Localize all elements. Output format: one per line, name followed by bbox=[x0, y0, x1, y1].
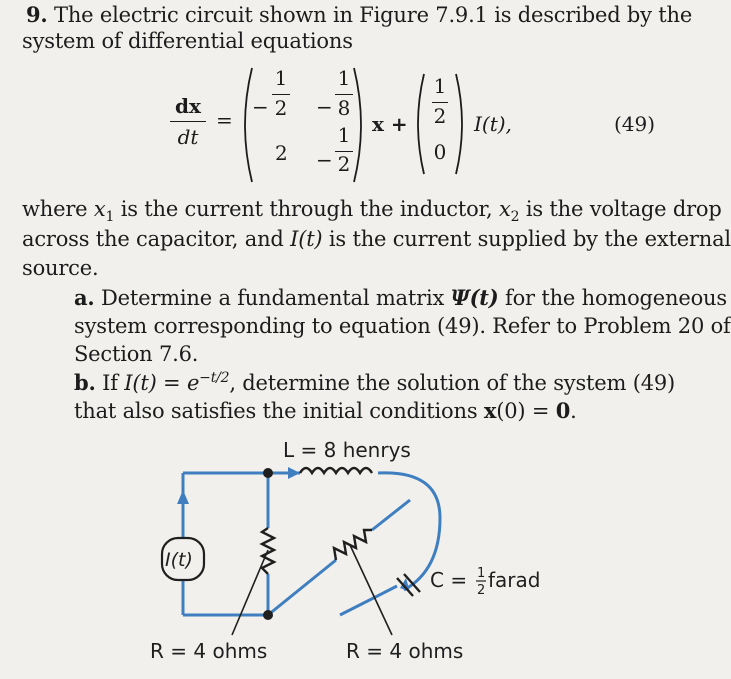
capacitor bbox=[397, 574, 420, 596]
v1-numerator: 1 bbox=[433, 74, 447, 98]
where-x1: x bbox=[93, 197, 106, 221]
vector-left-paren bbox=[410, 72, 428, 176]
m21: 2 bbox=[275, 141, 288, 165]
capacitor-label-prefix: C = bbox=[430, 568, 468, 592]
equation-number: (49) bbox=[614, 112, 656, 136]
capacitor-denominator: 2 bbox=[477, 583, 486, 598]
lhs-numerator: dx bbox=[175, 94, 201, 118]
leader-left bbox=[232, 550, 268, 635]
v1-denominator: 2 bbox=[433, 104, 447, 128]
where-line3: source. bbox=[22, 256, 99, 280]
part-b-line1 bbox=[74, 370, 675, 395]
capacitor-unit: farad bbox=[488, 568, 541, 592]
problem-number: 9. bbox=[26, 2, 48, 27]
where-text-a: where bbox=[22, 197, 94, 221]
part-b-zero: 0 bbox=[555, 398, 571, 423]
resistor-left-label: R = 4 ohms bbox=[150, 639, 268, 663]
m22-sign: − bbox=[316, 148, 333, 172]
part-a-line3: Section 7.6. bbox=[74, 342, 199, 366]
vector-right-paren bbox=[452, 72, 470, 176]
lhs-fraction-bar bbox=[170, 121, 206, 122]
where-x2: x bbox=[499, 197, 511, 221]
m22-numerator: 1 bbox=[337, 123, 351, 147]
lhs-denominator: dt bbox=[177, 125, 199, 149]
part-b-x0-arg: (0) = bbox=[496, 399, 556, 423]
where-x2-subscript: 2 bbox=[510, 209, 520, 226]
part-a-line2: system corresponding to equation (49). Refer to Problem 20 of bbox=[74, 314, 731, 338]
where-x1-subscript: 1 bbox=[105, 209, 115, 226]
where-line2-text: across the capacitor, and bbox=[22, 227, 291, 251]
m12-numerator: 1 bbox=[337, 66, 351, 90]
source-term: I(t), bbox=[474, 112, 512, 136]
part-b-equals: = bbox=[156, 371, 187, 395]
part-b-It: I(t) bbox=[124, 371, 157, 395]
circuit-wires bbox=[183, 473, 440, 615]
where-text-c: is the voltage drop bbox=[519, 197, 722, 221]
part-b-exponent: −t/2 bbox=[199, 370, 230, 386]
current-arrow-left bbox=[177, 490, 189, 504]
v2: 0 bbox=[433, 140, 447, 164]
equals-sign: = bbox=[216, 108, 233, 132]
part-a-psi: Ψ(t) bbox=[450, 285, 499, 310]
diag-wire-upper bbox=[372, 500, 410, 530]
capacitor-label bbox=[430, 568, 467, 592]
where-line1 bbox=[22, 197, 722, 225]
problem-intro-line2: system of differential equations bbox=[22, 29, 353, 53]
intro-text-1: The electric circuit shown in Figure 7.9.1 is described by the bbox=[54, 3, 693, 27]
m22-denominator: 2 bbox=[337, 152, 351, 176]
inductor-label: L = 8 henrys bbox=[283, 438, 411, 462]
part-a-text: Determine a fundamental matrix bbox=[101, 286, 451, 310]
capacitor-wire bbox=[340, 586, 397, 615]
m11-numerator: 1 bbox=[274, 66, 288, 90]
part-a-text-b: for the homogeneous bbox=[498, 286, 727, 310]
problem-intro-line1 bbox=[26, 2, 692, 27]
part-b-period: . bbox=[570, 399, 577, 423]
resistor-right bbox=[334, 530, 372, 560]
part-b-text-2: that also satisfies the initial conditions bbox=[74, 399, 484, 423]
part-b-exp-base: e bbox=[186, 371, 200, 395]
m11-denominator: 2 bbox=[274, 96, 288, 120]
where-line2 bbox=[22, 227, 731, 251]
x-plus: x + bbox=[372, 112, 408, 136]
where-It: I(t) bbox=[290, 227, 323, 251]
current-arrow-top bbox=[288, 467, 300, 479]
leader-right bbox=[350, 545, 392, 635]
node-top bbox=[263, 468, 273, 478]
resistor-right-label: R = 4 ohms bbox=[346, 639, 464, 663]
matrix-left-paren bbox=[236, 66, 256, 184]
part-b-line2 bbox=[74, 398, 577, 423]
m12-sign: − bbox=[316, 95, 333, 119]
where-line2-text-b: is the current supplied by the external bbox=[322, 227, 731, 251]
part-b-label: b. bbox=[74, 370, 96, 395]
circuit-figure bbox=[0, 430, 700, 679]
part-b-text: , determine the solution of the system (49) bbox=[229, 371, 676, 395]
part-b-text-if: If bbox=[102, 371, 125, 395]
diag-wire-lower bbox=[268, 560, 336, 615]
m12-denominator: 8 bbox=[337, 96, 351, 120]
part-a-line1 bbox=[74, 285, 727, 310]
source-label: I(t) bbox=[165, 549, 193, 571]
inductor-coil bbox=[300, 468, 372, 473]
m11-sign: − bbox=[252, 95, 269, 119]
part-b-x0: x bbox=[483, 398, 497, 423]
part-a-label: a. bbox=[74, 285, 95, 310]
where-text-b: is the current through the inductor, bbox=[114, 197, 500, 221]
capacitor-numerator: 1 bbox=[477, 566, 486, 581]
node-bottom bbox=[263, 610, 273, 620]
